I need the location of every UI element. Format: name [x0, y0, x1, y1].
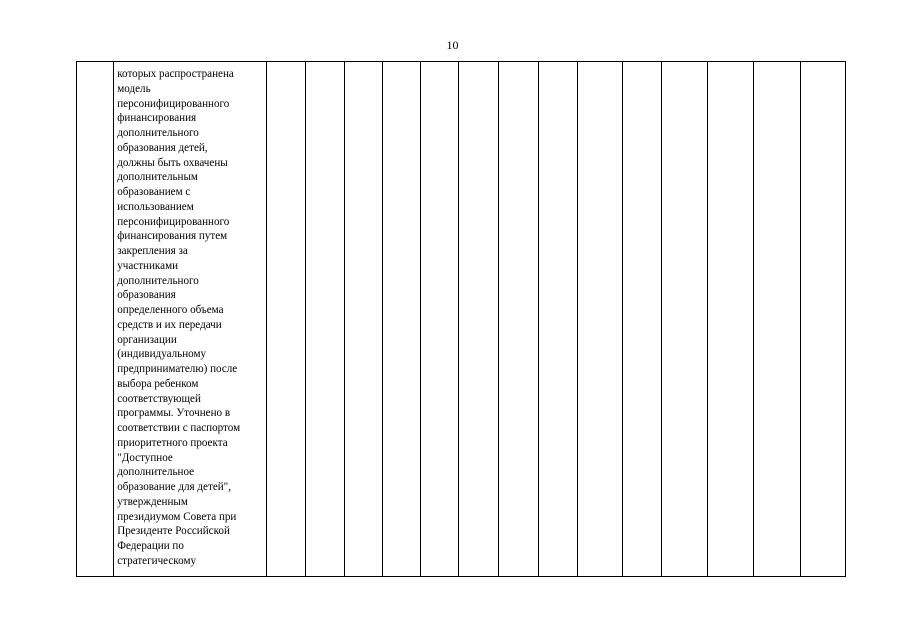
- text-line: участниками: [117, 259, 179, 272]
- empty-cell: [306, 62, 344, 577]
- text-line: (индивидуальному: [117, 348, 207, 361]
- empty-cell: [459, 62, 498, 577]
- text-line: Президенте Российской: [117, 525, 230, 538]
- text-line: предпринимателю) после: [117, 363, 238, 375]
- text-line: соответствии с паспортом: [117, 422, 241, 434]
- text-line: персонифицированного: [117, 97, 230, 110]
- text-line: дополнительным: [117, 171, 198, 184]
- text-line: стратегическому: [117, 554, 197, 567]
- text-line: закрепления за: [117, 245, 188, 257]
- text-line: средств и их передачи: [117, 318, 222, 331]
- text-line: образованием с: [117, 186, 191, 198]
- text-line: президиумом Совета при: [117, 510, 237, 523]
- text-line: образования детей,: [117, 141, 208, 154]
- empty-cell: [421, 62, 459, 577]
- table-row: [77, 62, 846, 577]
- text-line: финансирования путем: [117, 230, 228, 243]
- number-cell: [77, 62, 114, 577]
- empty-cell: [707, 62, 753, 577]
- empty-cell: [538, 62, 577, 577]
- text-line: которых распространена: [117, 68, 234, 80]
- text-line: использованием: [117, 200, 194, 213]
- text-line: организации: [117, 333, 177, 346]
- text-line: образования: [117, 289, 176, 302]
- document-table: [76, 61, 846, 577]
- text-line: дополнительного: [117, 127, 199, 139]
- text-line: дополнительного: [117, 274, 199, 287]
- empty-cell: [754, 62, 800, 577]
- empty-cell: [800, 62, 845, 577]
- text-line: модель: [117, 82, 151, 95]
- text-line: Федерации по: [117, 540, 184, 552]
- empty-cell: [344, 62, 382, 577]
- text-line: выбора ребенком: [117, 377, 199, 390]
- text-line: программы. Уточнено в: [117, 407, 231, 420]
- empty-cell: [267, 62, 306, 577]
- empty-cell: [578, 62, 623, 577]
- text-line: приоритетного проекта: [117, 436, 228, 449]
- text-line: образование для детей",: [117, 481, 231, 493]
- text-line: определенного объема: [117, 304, 224, 316]
- text-line: "Доступное: [117, 451, 173, 464]
- text-line: финансирования: [117, 112, 197, 125]
- description-cell: [114, 62, 267, 577]
- text-line: соответствующей: [117, 392, 201, 405]
- empty-cell: [382, 62, 420, 577]
- empty-cell: [623, 62, 661, 577]
- text-line: должны быть охвачены: [117, 156, 228, 169]
- text-line: утвержденным: [117, 495, 188, 508]
- text-line: персонифицированного: [117, 215, 230, 228]
- empty-cell: [661, 62, 707, 577]
- empty-cell: [498, 62, 538, 577]
- text-line: дополнительное: [117, 466, 195, 479]
- page-number: 10: [446, 38, 459, 52]
